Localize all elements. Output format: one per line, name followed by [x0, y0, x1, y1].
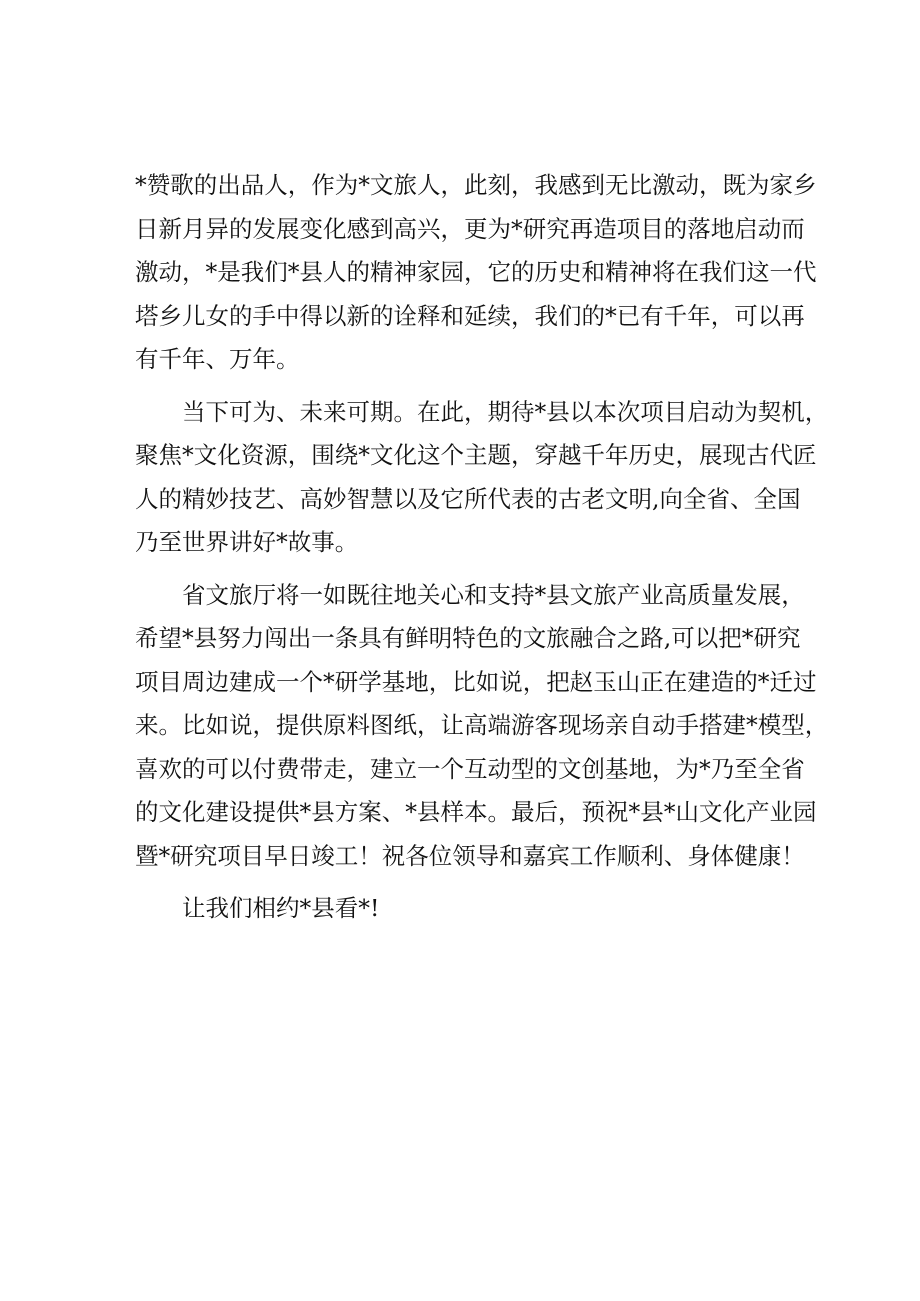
text-line: 日新月异的发展变化感到高兴，更为*研究再造项目的落地启动而 — [135, 214, 805, 243]
document-body — [135, 164, 829, 940]
text-line: 让我们相约*县看*! — [182, 894, 380, 922]
text-line: 人的精妙技艺、高妙智慧以及它所代表的古老文明,向全省、全国 — [135, 484, 801, 513]
text-line: 的文化建设提供*县方案、*县样本。最后，预祝*县*山文化产业园 — [135, 798, 817, 826]
text-line: 当下可为、未来可期。在此，期待*县以本次项目启动为契机， — [182, 397, 829, 426]
text-line: 激动，*是我们*县人的精神家园，它的历史和精神将在我们这一代 — [135, 258, 817, 286]
paragraph-3 — [135, 574, 829, 879]
text-line: 塔乡儿女的手中得以新的诠释和延续，我们的*已有千年，可以再 — [135, 301, 805, 330]
text-line: 乃至世界讲好*故事。 — [135, 528, 359, 556]
paragraph-2 — [135, 391, 829, 565]
text-line: 暨*研究项目早日竣工！祝各位领导和嘉宾工作顺利、身体健康！ — [135, 841, 805, 870]
text-line: 希望*县努力闯出一条具有鲜明特色的文旅融合之路,可以把*研究 — [135, 624, 801, 652]
text-line: 来。比如说，提供原料图纸，让高端游客现场亲自动手搭建*模型， — [135, 711, 829, 739]
text-line: 省文旅厅将一如既往地关心和支持*县文旅产业高质量发展， — [182, 580, 805, 609]
text-line: *赞歌的出品人，作为*文旅人，此刻，我感到无比激动，既为家乡 — [135, 171, 817, 199]
text-line: 聚焦*文化资源，围绕*文化这个主题，穿越千年历史，展现古代匠 — [135, 441, 817, 469]
paragraph-1 — [135, 164, 817, 382]
text-line: 项目周边建成一个*研学基地，比如说，把赵玉山正在建造的*迁过 — [135, 667, 817, 696]
paragraph-4 — [135, 887, 795, 931]
text-line: 喜欢的可以付费带走，建立一个互动型的文创基地，为*乃至全省 — [135, 754, 805, 783]
text-line: 有千年、万年。 — [135, 345, 300, 373]
